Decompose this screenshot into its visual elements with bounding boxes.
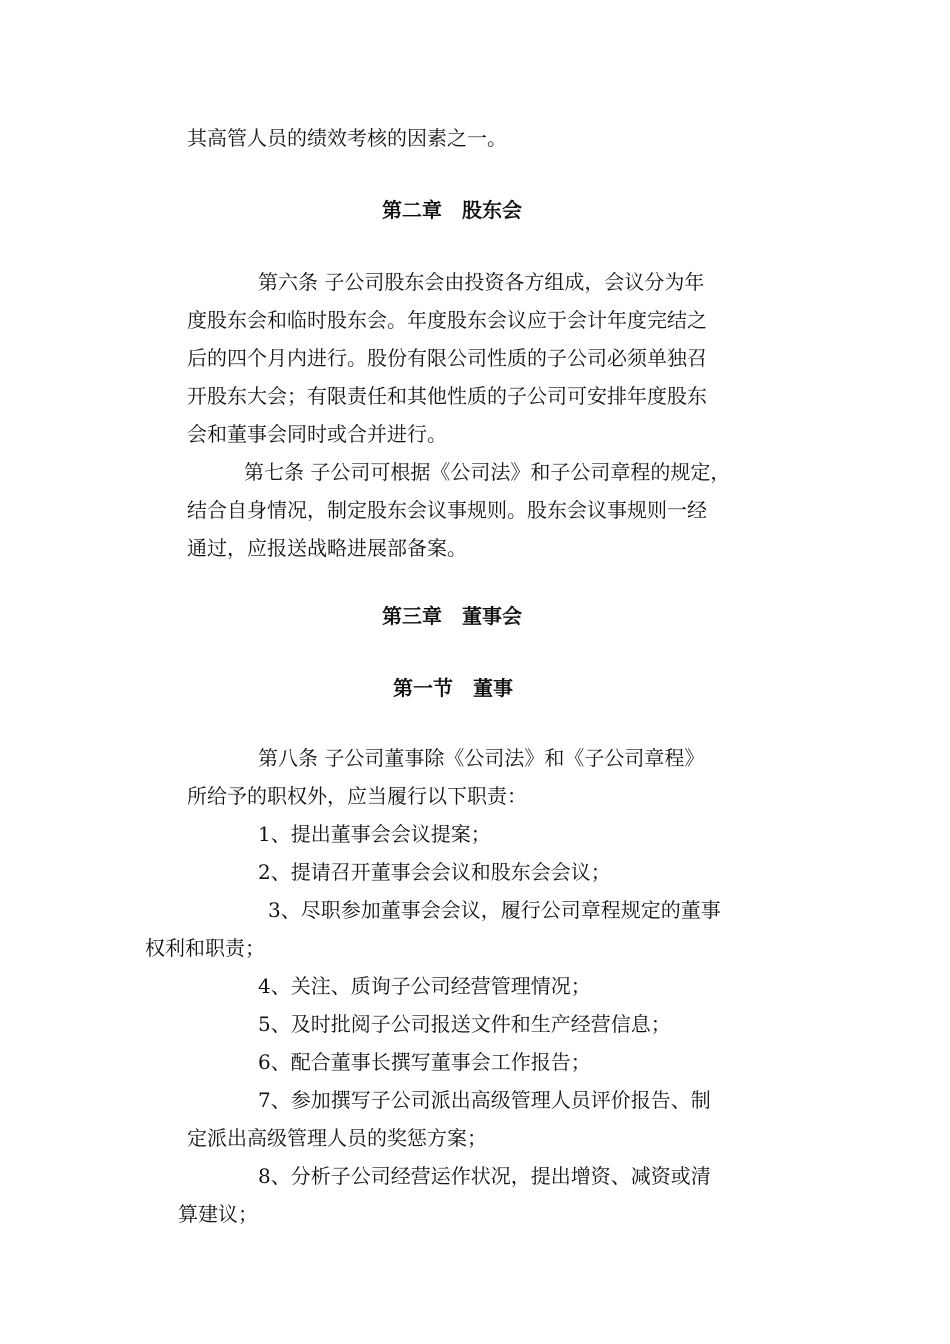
duty-item: 1、提出董事会会议提案； — [258, 822, 491, 846]
section-1-title: 第一节 董事 — [393, 676, 513, 700]
duty-item: 7、参加撰写子公司派出高级管理人员评价报告、制 — [258, 1088, 711, 1112]
article-7-line: 第七条 子公司可根据《公司法》和子公司章程的规定， — [244, 460, 731, 484]
article-6-line: 开股东大会；有限责任和其他性质的子公司可安排年度股东 — [187, 384, 707, 408]
article-6-line: 后的四个月内进行。股份有限公司性质的子公司必须单独召 — [187, 346, 707, 370]
duty-item: 5、及时批阅子公司报送文件和生产经营信息； — [258, 1012, 671, 1036]
continuation-line: 其高管人员的绩效考核的因素之一。 — [187, 126, 507, 150]
duty-item: 8、分析子公司经营运作状况，提出增资、减资或清 — [258, 1164, 711, 1188]
article-6-line: 会和董事会同时或合并进行。 — [187, 422, 447, 446]
article-7-line: 通过，应报送战略进展部备案。 — [187, 536, 467, 560]
duty-item: 定派出高级管理人员的奖惩方案； — [187, 1126, 487, 1150]
duty-item: 4、关注、质询子公司经营管理情况； — [258, 974, 591, 998]
duty-item: 2、提请召开董事会会议和股东会会议； — [258, 860, 611, 884]
article-6-line: 第六条 子公司股东会由投资各方组成，会议分为年 — [258, 270, 705, 294]
duty-item: 算建议； — [178, 1202, 258, 1226]
duty-item: 权利和职责； — [145, 936, 265, 960]
article-8-line: 所给予的职权外，应当履行以下职责： — [187, 784, 527, 808]
chapter-2-title: 第二章 股东会 — [382, 198, 522, 222]
article-7-line: 结合自身情况，制定股东会议事规则。股东会议事规则一经 — [187, 498, 707, 522]
article-6-line: 度股东会和临时股东会。年度股东会议应于会计年度完结之 — [187, 308, 707, 332]
duty-item: 3、尽职参加董事会会议，履行公司章程规定的董事 — [268, 898, 721, 922]
chapter-3-title: 第三章 董事会 — [382, 604, 522, 628]
duty-item: 6、配合董事长撰写董事会工作报告； — [258, 1050, 591, 1074]
article-8-line: 第八条 子公司董事除《公司法》和《子公司章程》 — [258, 746, 705, 770]
